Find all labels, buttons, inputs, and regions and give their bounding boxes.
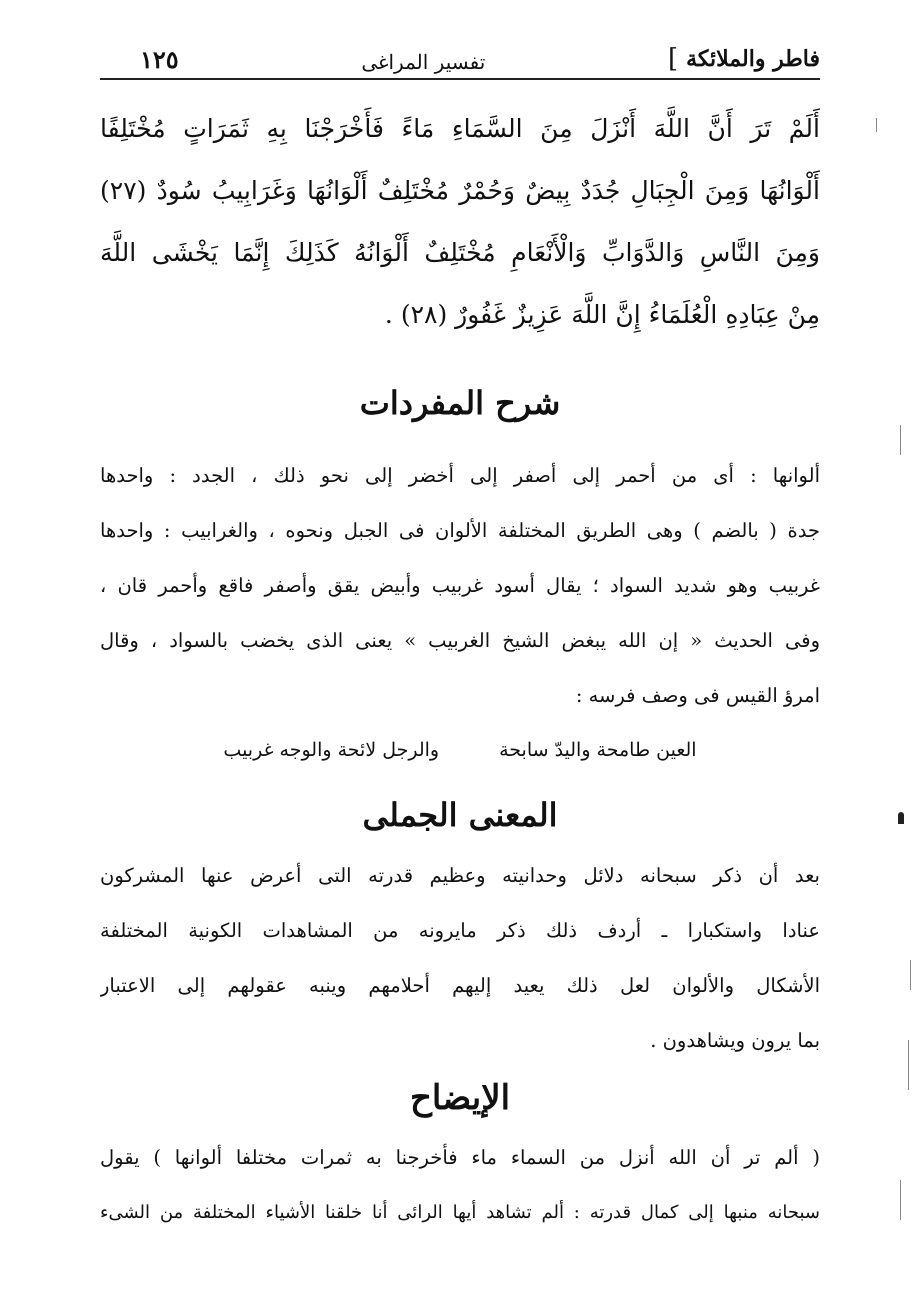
- vocabulary-text: [100, 448, 820, 778]
- book-title: تفسير المراغى: [361, 50, 486, 74]
- text-line: غربيب وهو شديد السواد ؛ يقال أسود غربيب وأبيض يقق وأصفر فاقع وأحمر قان ،: [100, 574, 820, 597]
- verse-line: أَلْوَانُهَا وَمِنَ الْجِبَالِ جُدَدٌ بِيضٌ وَحُمْرٌ مُخْتَلِفٌ أَلْوَانُهَا وَغَرَابِيبُ سُودٌ (٢٧): [100, 176, 820, 205]
- margin-marker: [898, 812, 904, 824]
- scan-mark: [900, 425, 901, 455]
- verse-line: مِنْ عِبَادِهِ الْعُلَمَاءُ إِنَّ اللَّهَ عَزِيزٌ غَفُورٌ (٢٨) .: [384, 300, 820, 329]
- poem-first-hemistich: العين طامحة واليدّ سابحة: [499, 739, 697, 761]
- verse-block: [100, 98, 820, 346]
- text-line: امرؤ القيس فى وصف فرسه :: [575, 684, 820, 707]
- section-label: [668, 44, 820, 74]
- section-title: فاطر والملائكة: [686, 46, 820, 72]
- page-number: ١٢٥: [140, 45, 179, 74]
- general-meaning-heading: المعنى الجملى: [362, 796, 558, 834]
- text-line: ألوانها : أى من أحمر إلى أصفر إلى أخضر إلى نحو ذلك ، الجدد : واحدها: [100, 464, 820, 487]
- running-head: [100, 28, 820, 74]
- explanation-text: [100, 1130, 820, 1240]
- scan-mark: [900, 1180, 901, 1220]
- scan-mark: [910, 960, 911, 990]
- verse-line: أَلَمْ تَرَ أَنَّ اللَّهَ أَنْزَلَ مِنَ السَّمَاءِ مَاءً فَأَخْرَجْنَا بِهِ ثَمَرَاتٍ مُخْتَلِفًا: [100, 114, 820, 143]
- text-line: بما يرون ويشاهدون .: [650, 1029, 820, 1052]
- explanation-heading: الإيضاح: [409, 1078, 511, 1118]
- text-line: وفى الحديث « إن الله يبغض الشيخ الغربيب » يعنى الذى يخضب بالسواد ، وقال: [100, 629, 820, 652]
- text-line: عنادا واستكبارا ـ أردف ذلك ذكر مايرونه من المشاهدات الكونية المختلفة: [100, 919, 820, 942]
- scan-mark: [908, 1040, 909, 1090]
- section-bracket: ]: [667, 44, 679, 74]
- vocabulary-heading: شرح المفردات: [359, 384, 561, 422]
- text-line: الأشكال والألوان لعل ذلك يعيد إليهم أحلامهم وينبه عقولهم إلى الاعتبار: [100, 974, 820, 997]
- poem-verse: [100, 723, 820, 778]
- text-line: سبحانه منبها إلى كمال قدرته : ألم تشاهد أيها الرائى أنا خلقنا الأشياء المختلفة من الشىء: [100, 1202, 820, 1223]
- verse-line: وَمِنَ النَّاسِ وَالدَّوَابِّ وَالْأَنْعَامِ مُخْتَلِفٌ أَلْوَانُهُ كَذَلِكَ إِنَّمَا يَخْشَى اللَّهَ: [100, 238, 820, 267]
- text-line: بعد أن ذكر سبحانه دلائل وحدانيته وعظيم قدرته التى أعرض عنها المشركون: [100, 864, 820, 887]
- general-meaning-text: [100, 848, 820, 1068]
- text-line: ( ألم تر أن الله أنزل من السماء ماء فأخرجنا به ثمرات مختلفا ألوانها ) يقول: [100, 1146, 820, 1169]
- poem-second-hemistich: والرجل لائحة والوجه غربيب: [223, 739, 440, 761]
- header-divider: [100, 78, 820, 80]
- text-line: جدة ( بالضم ) وهى الطريق المختلفة الألوان فى الجبل ونحوه ، والغرابيب : واحدها: [100, 519, 820, 542]
- scan-mark: [876, 118, 877, 132]
